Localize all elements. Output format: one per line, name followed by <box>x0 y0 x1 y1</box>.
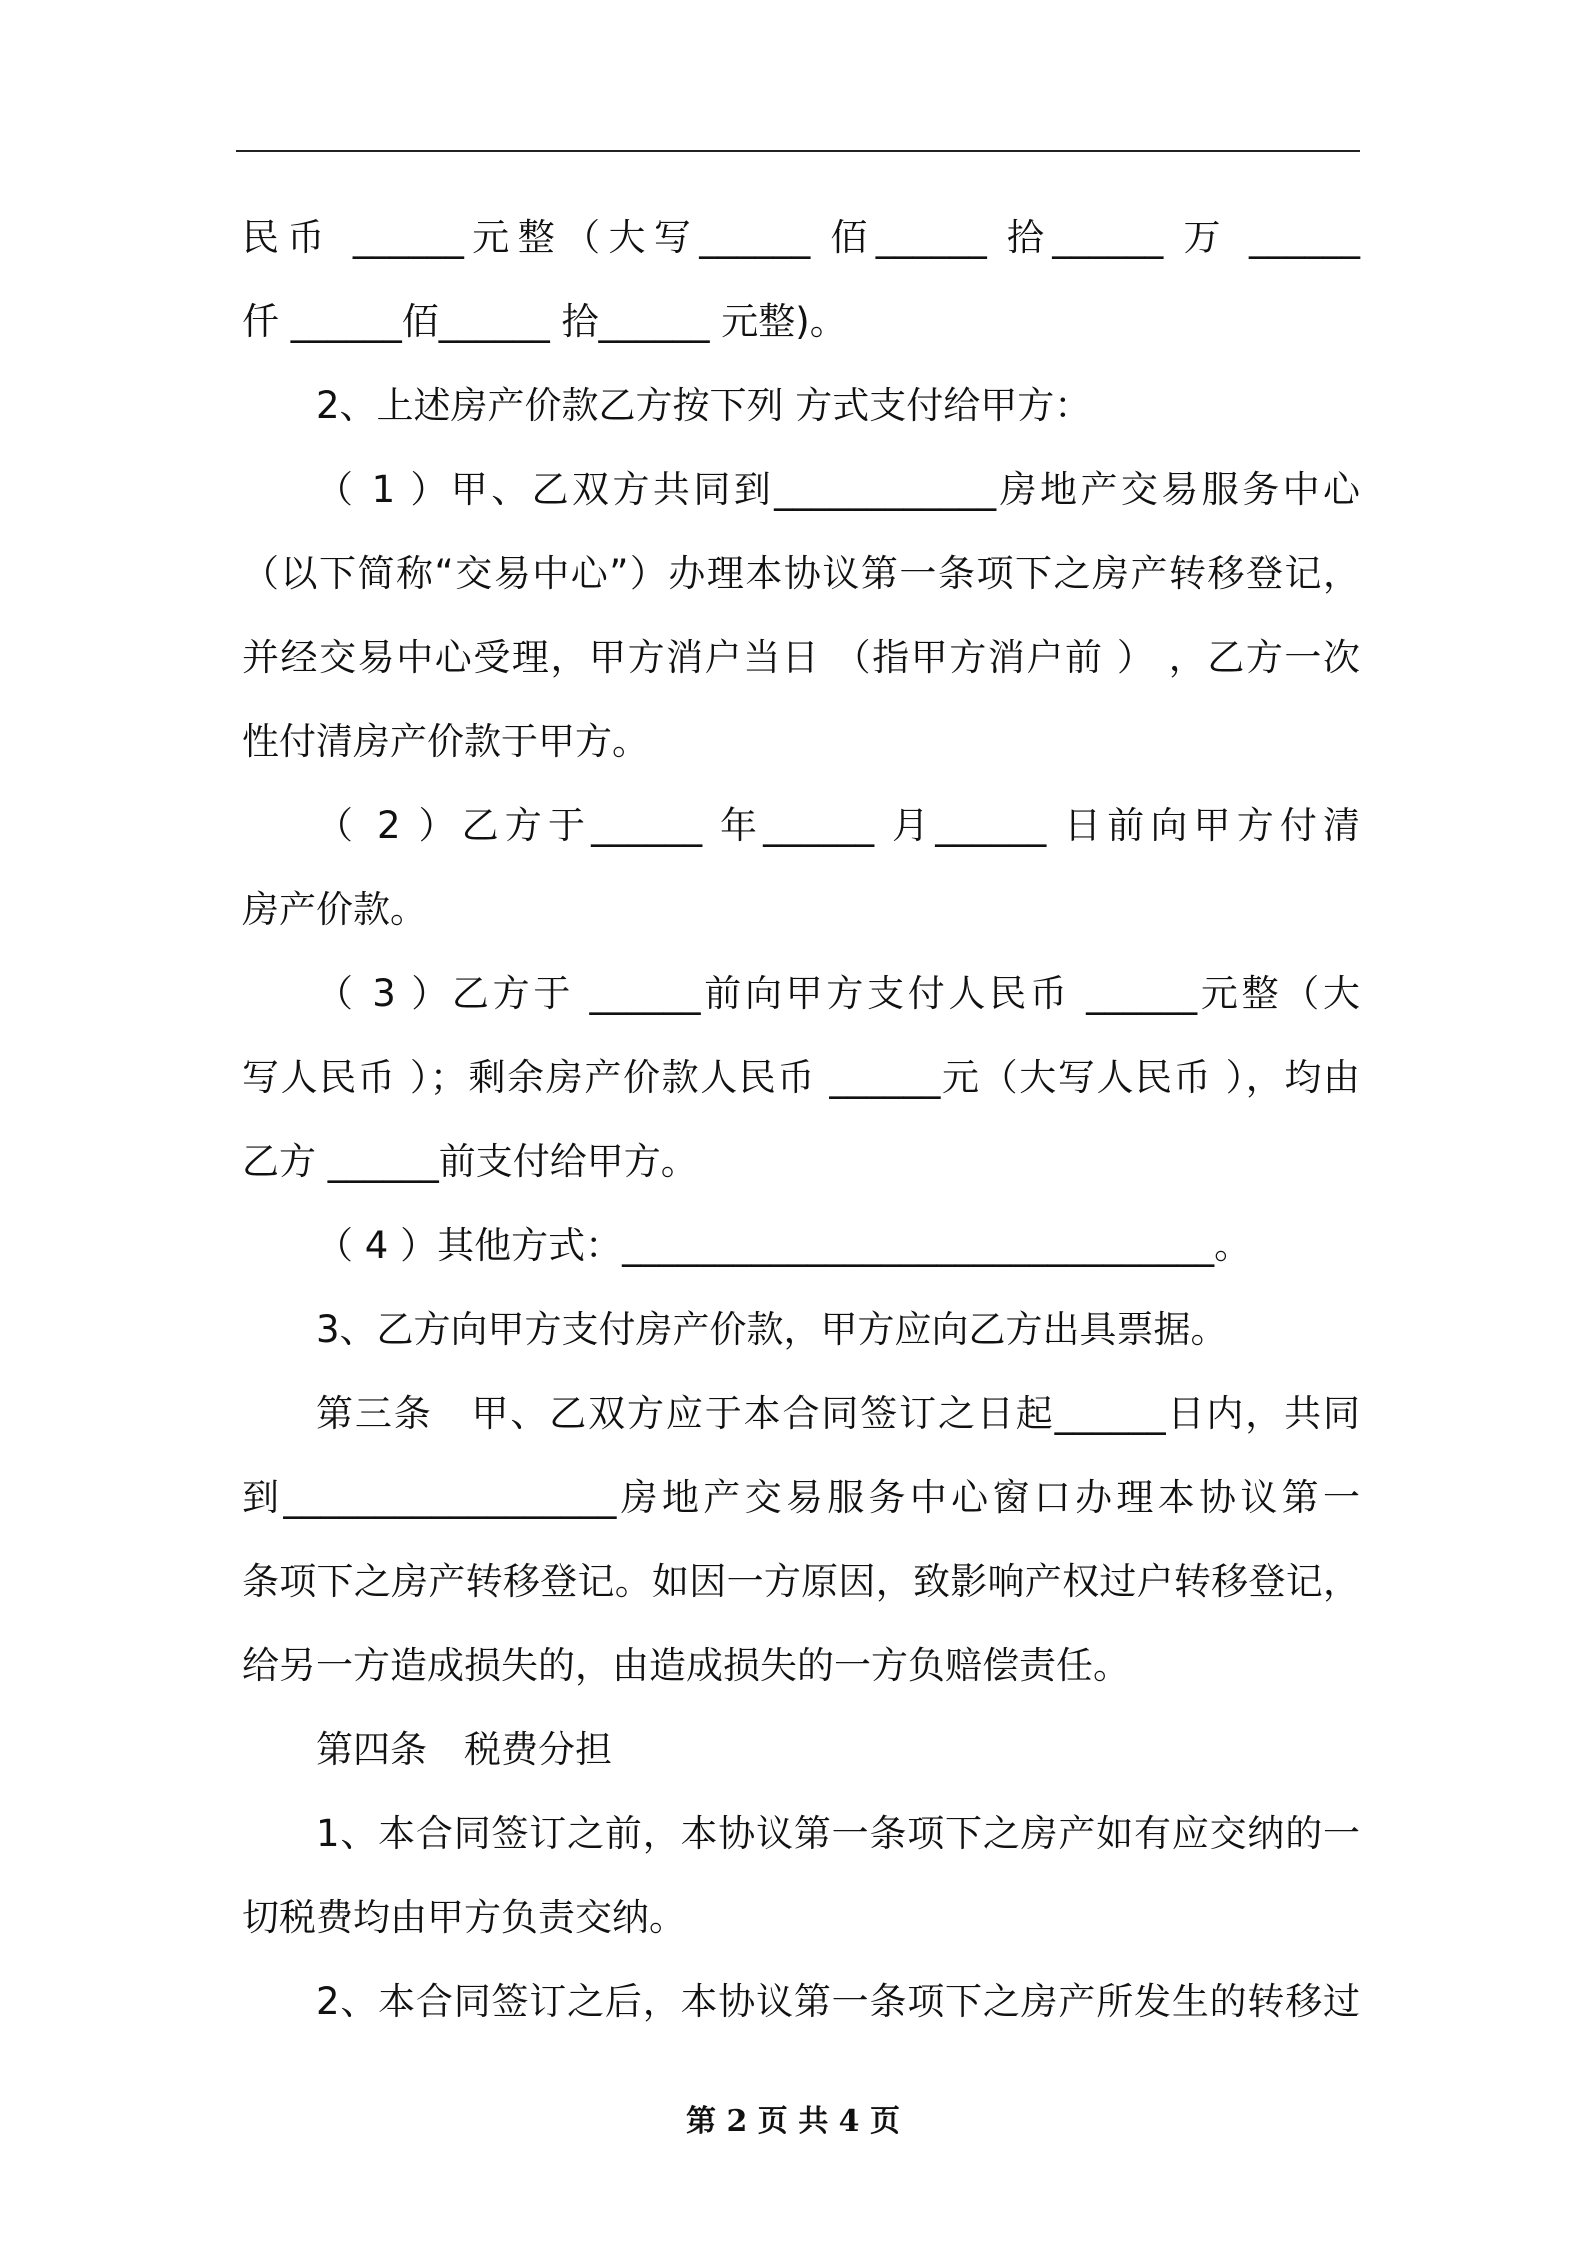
text-line: 给另一方造成损失的，由造成损失的一方负赔偿责任。 <box>242 1644 1130 1687</box>
text-line: 切税费均由甲方负责交纳。 <box>242 1896 686 1939</box>
text-line: （ 3 ）乙方于 ______前向甲方支付人民币 ______元整（大 <box>316 972 1360 1015</box>
text-line: 仟 ______佰______ 拾______ 元整)。 <box>242 300 847 343</box>
text-line: 并经交易中心受理，甲方消户当日 （指甲方消户前 ） ，乙方一次 <box>242 636 1360 679</box>
text-line: （以下简称“交易中心”）办理本协议第一条项下之房产转移登记， <box>242 552 1360 595</box>
page-number-footer: 第 2 页 共 4 页 <box>686 2104 900 2139</box>
text-line: 乙方 ______前支付给甲方。 <box>242 1140 698 1183</box>
text-line: 2、上述房产价款乙方按下列 方式支付给甲方： <box>316 384 1092 427</box>
text-line: （ 1 ）甲、乙双方共同到____________房地产交易服务中心 <box>316 468 1360 511</box>
text-line: 第四条 税费分担 <box>316 1728 612 1771</box>
text-line: （ 4 ）其他方式：________________________________。 <box>316 1224 1252 1267</box>
text-line: （ 2 ）乙方于______ 年______ 月______ 日前向甲方付清 <box>316 804 1360 847</box>
text-line: 条项下之房产转移登记。如因一方原因，致影响产权过户转移登记， <box>242 1560 1360 1603</box>
text-line: 房产价款。 <box>242 888 427 931</box>
text-line: 3、乙方向甲方支付房产价款，甲方应向乙方出具票据。 <box>316 1308 1228 1351</box>
text-line: 第三条 甲、乙双方应于本合同签订之日起______日内，共同 <box>316 1392 1360 1435</box>
header-divider <box>236 150 1360 152</box>
text-line: 写人民币 ）；剩余房产价款人民币 ______元（大写人民币 ），均由 <box>242 1056 1360 1099</box>
text-line: 2、本合同签订之后，本协议第一条项下之房产所发生的转移过 <box>316 1980 1360 2023</box>
text-line: 民币 ______元整（大写______ 佰______ 拾______ 万 ______ <box>242 216 1360 259</box>
document-body <box>242 196 1360 2044</box>
text-line: 性付清房产价款于甲方。 <box>242 720 649 763</box>
text-line: 1、本合同签订之前，本协议第一条项下之房产如有应交纳的一 <box>316 1812 1360 1855</box>
text-line: 到__________________房地产交易服务中心窗口办理本协议第一 <box>242 1476 1360 1519</box>
